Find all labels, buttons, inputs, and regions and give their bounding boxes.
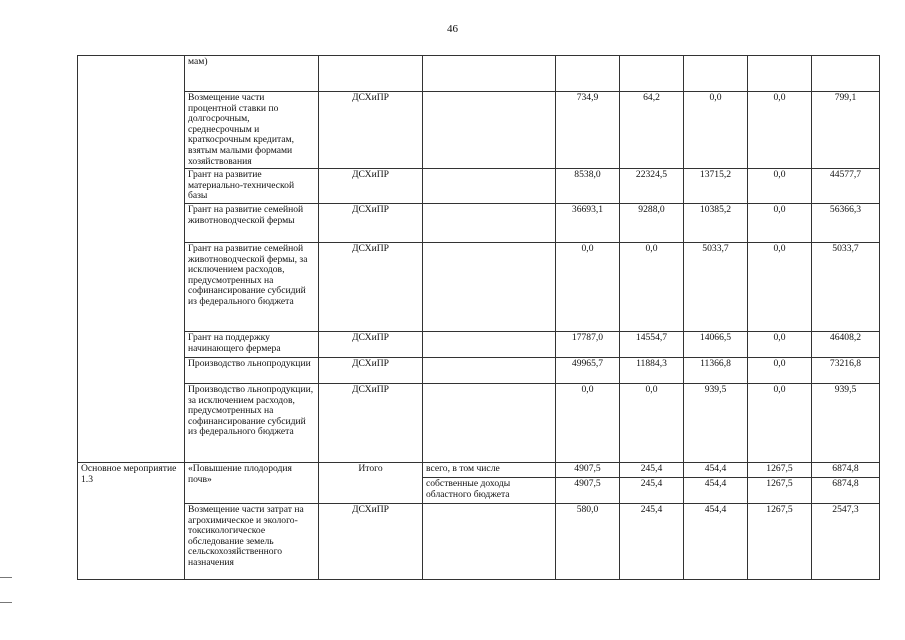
cell-value: 1267,5 [748,462,812,477]
cell-value: 454,4 [684,462,748,477]
cell-responsible [319,56,423,92]
cell-responsible: ДСХиПР [319,203,423,242]
cell-responsible: ДСХиПР [319,92,423,169]
cell-value: 0,0 [748,383,812,462]
cell-value: 799,1 [812,92,880,169]
cell-value: 0,0 [748,357,812,383]
cell-name: мам) [185,56,319,92]
cell-source [423,56,556,92]
cell-value: 11366,8 [684,357,748,383]
cell-name: Грант на развитие семейной животноводческой фермы [185,203,319,242]
cell-measure [78,56,185,463]
cell-value: 8538,0 [556,169,620,204]
cell-source [423,169,556,204]
cell-value: 6874,8 [812,462,880,477]
cell-value: 44577,7 [812,169,880,204]
cell-value: 2547,3 [812,503,880,579]
table-row [78,383,880,462]
cell-value [812,56,880,92]
cell-value: 0,0 [748,169,812,204]
cell-name: Производство льнопродукции, за исключением расходов, предусмотренных на софинансирование субсидий из федерального бюджета [185,383,319,462]
cell-value: 454,4 [684,503,748,579]
cell-source [423,203,556,242]
cell-name: Грант на развитие семейной животноводческой фермы, за исключением расходов, предусмотренных на софинансирование субсидий из федерального бюджета [185,242,319,331]
cell-value: 0,0 [748,203,812,242]
cell-value: 4907,5 [556,462,620,477]
cell-value: 245,4 [620,477,684,503]
cell-source [423,357,556,383]
table-row [78,169,880,204]
table-row [78,462,880,477]
table-row [78,357,880,383]
cell-value: 73216,8 [812,357,880,383]
cell-responsible: ДСХиПР [319,242,423,331]
cell-source [423,503,556,579]
cell-value [748,56,812,92]
cell-value: 0,0 [684,92,748,169]
cell-value: 11884,3 [620,357,684,383]
cell-responsible: ДСХиПР [319,503,423,579]
cell-source: всего, в том числе [423,462,556,477]
cell-value: 46408,2 [812,331,880,357]
cell-source: собственные доходы областного бюджета [423,477,556,503]
cell-value: 9288,0 [620,203,684,242]
cell-responsible: ДСХиПР [319,383,423,462]
table-row [78,203,880,242]
cell-value: 245,4 [620,462,684,477]
margin-mark [0,602,12,603]
cell-name: «Повышение плодородия почв» [185,462,319,503]
cell-value: 0,0 [620,383,684,462]
cell-value: 0,0 [748,92,812,169]
cell-source [423,383,556,462]
cell-responsible: ДСХиПР [319,169,423,204]
cell-value: 64,2 [620,92,684,169]
cell-value: 1267,5 [748,477,812,503]
cell-value: 0,0 [748,242,812,331]
table-row [78,56,880,92]
cell-value: 14066,5 [684,331,748,357]
cell-value: 22324,5 [620,169,684,204]
cell-value: 939,5 [812,383,880,462]
cell-value: 1267,5 [748,503,812,579]
cell-name: Возмещение части процентной ставки по долгосрочным, среднесрочным и краткосрочным кредитам, взятым малыми формами хозяйствования [185,92,319,169]
cell-value: 14554,7 [620,331,684,357]
cell-value: 17787,0 [556,331,620,357]
cell-measure: Основное мероприятие 1.3 [78,462,185,579]
cell-source [423,92,556,169]
cell-value: 5033,7 [812,242,880,331]
cell-value: 49965,7 [556,357,620,383]
cell-source [423,242,556,331]
table-row [78,242,880,331]
budget-table [77,55,880,580]
cell-responsible: Итого [319,462,423,503]
cell-value: 4907,5 [556,477,620,503]
cell-name: Грант на развитие материально-технической базы [185,169,319,204]
cell-value: 0,0 [620,242,684,331]
cell-value: 5033,7 [684,242,748,331]
margin-mark [0,577,12,578]
table-row [78,503,880,579]
cell-value: 454,4 [684,477,748,503]
cell-value: 0,0 [556,242,620,331]
cell-value [556,56,620,92]
page-number: 46 [447,23,458,35]
cell-value: 36693,1 [556,203,620,242]
cell-value [620,56,684,92]
cell-value: 0,0 [748,331,812,357]
cell-value: 580,0 [556,503,620,579]
cell-value: 245,4 [620,503,684,579]
table-row [78,92,880,169]
cell-value: 734,9 [556,92,620,169]
cell-value: 6874,8 [812,477,880,503]
cell-name: Грант на поддержку начинающего фермера [185,331,319,357]
table-row [78,331,880,357]
cell-value: 10385,2 [684,203,748,242]
cell-name: Производство льнопродукции [185,357,319,383]
cell-value: 0,0 [556,383,620,462]
cell-value [684,56,748,92]
cell-responsible: ДСХиПР [319,331,423,357]
cell-value: 56366,3 [812,203,880,242]
cell-responsible: ДСХиПР [319,357,423,383]
cell-name: Возмещение части затрат на агрохимическое и эколого-токсикологическое обследование земель сельскохозяйственного назначения [185,503,319,579]
cell-value: 13715,2 [684,169,748,204]
cell-source [423,331,556,357]
cell-value: 939,5 [684,383,748,462]
